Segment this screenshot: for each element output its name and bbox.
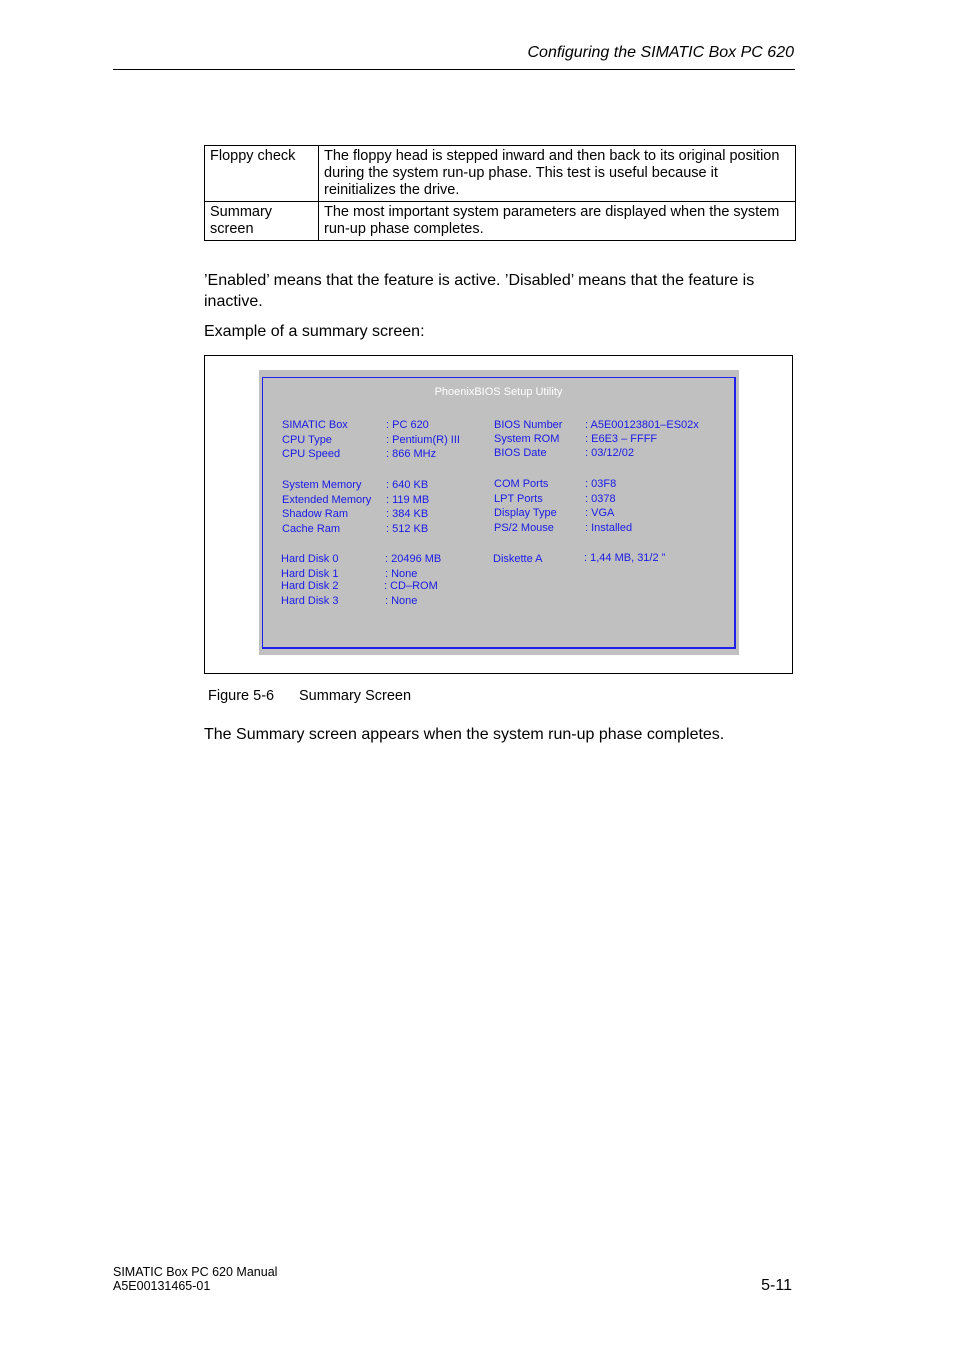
bios-value: : CD–ROM (384, 580, 438, 592)
bios-label: Hard Disk 3 (281, 595, 339, 607)
bios-label: Diskette A (493, 553, 543, 565)
figure-title: Summary Screen (299, 688, 412, 704)
bios-label: Hard Disk 0 (281, 553, 339, 565)
bios-value: : PC 620 (386, 419, 429, 431)
bios-value: : 03/12/02 (585, 447, 634, 459)
bios-value: : E6E3 – FFFF (585, 433, 658, 445)
summary-note-paragraph: The Summary screen appears when the system run-up phase completes. (204, 726, 725, 743)
bios-value: : 03F8 (585, 478, 617, 490)
example-intro-paragraph: Example of a summary screen: (204, 323, 425, 340)
bios-label: SIMATIC Box (282, 419, 348, 431)
bios-label: Shadow Ram (282, 508, 349, 520)
page-number: 5-11 (761, 1277, 792, 1294)
bios-label: Hard Disk 2 (281, 580, 339, 592)
bios-label: Display Type (494, 507, 557, 519)
table-cell-name: Floppy check (205, 146, 319, 202)
bios-value: : 384 KB (386, 508, 429, 520)
bios-label: LPT Ports (494, 493, 543, 505)
bios-label: System ROM (494, 433, 560, 445)
bios-value: : 640 KB (386, 479, 429, 491)
bios-value: : Pentium(R) III (386, 434, 460, 446)
bios-value: : A5E00123801–ES02x (585, 419, 699, 431)
bios-summary-screen (259, 370, 739, 655)
figure-frame (204, 355, 793, 674)
figure-number: Figure 5-6 (208, 688, 275, 704)
footer-manual-info (113, 1265, 277, 1293)
table-cell-desc: The floppy head is stepped inward and then back to its original position during the system run-up phase. This test is useful because it reinitializes the drive. (319, 146, 796, 202)
bios-label: Cache Ram (282, 523, 341, 535)
bios-label: COM Ports (494, 478, 549, 490)
footer-manual-title: SIMATIC Box PC 620 Manual (113, 1265, 278, 1279)
bios-label: BIOS Date (494, 447, 547, 459)
parameter-table (204, 145, 796, 241)
bios-label: CPU Speed (282, 448, 341, 460)
bios-value: : Installed (585, 522, 633, 534)
bios-value: : VGA (585, 507, 615, 519)
bios-value: : 512 KB (386, 523, 429, 535)
bios-value: : 866 MHz (386, 448, 437, 460)
table-cell-name: Summary screen (205, 202, 319, 241)
bios-title: PhoenixBIOS Setup Utility (434, 386, 563, 398)
table-row (205, 146, 796, 202)
bios-label: BIOS Number (494, 419, 563, 431)
bios-value: : None (385, 568, 418, 580)
running-header: Configuring the SIMATIC Box PC 620 (527, 44, 794, 61)
table-row (205, 202, 796, 241)
bios-label: System Memory (282, 479, 362, 491)
table-cell-desc: The most important system parameters are displayed when the system run-up phase completes. (319, 202, 796, 241)
bios-label: Extended Memory (282, 494, 372, 506)
bios-screen-border (262, 377, 736, 649)
footer-order-number: A5E00131465-01 (113, 1279, 211, 1293)
header-rule (113, 69, 795, 70)
bios-value: : 1,44 MB, 31/2 ” (584, 552, 666, 564)
bios-value: : 20496 MB (385, 553, 442, 565)
enabled-disabled-paragraph: ’Enabled’ means that the feature is active. ’Disabled’ means that the feature is inactive. (204, 272, 755, 310)
bios-label: CPU Type (282, 434, 332, 446)
figure-caption (208, 688, 411, 704)
bios-value: : 119 MB (386, 494, 430, 506)
bios-value: : 0378 (585, 493, 616, 505)
bios-value: : None (385, 595, 418, 607)
bios-label: PS/2 Mouse (494, 522, 554, 534)
bios-label: Hard Disk 1 (281, 568, 339, 580)
